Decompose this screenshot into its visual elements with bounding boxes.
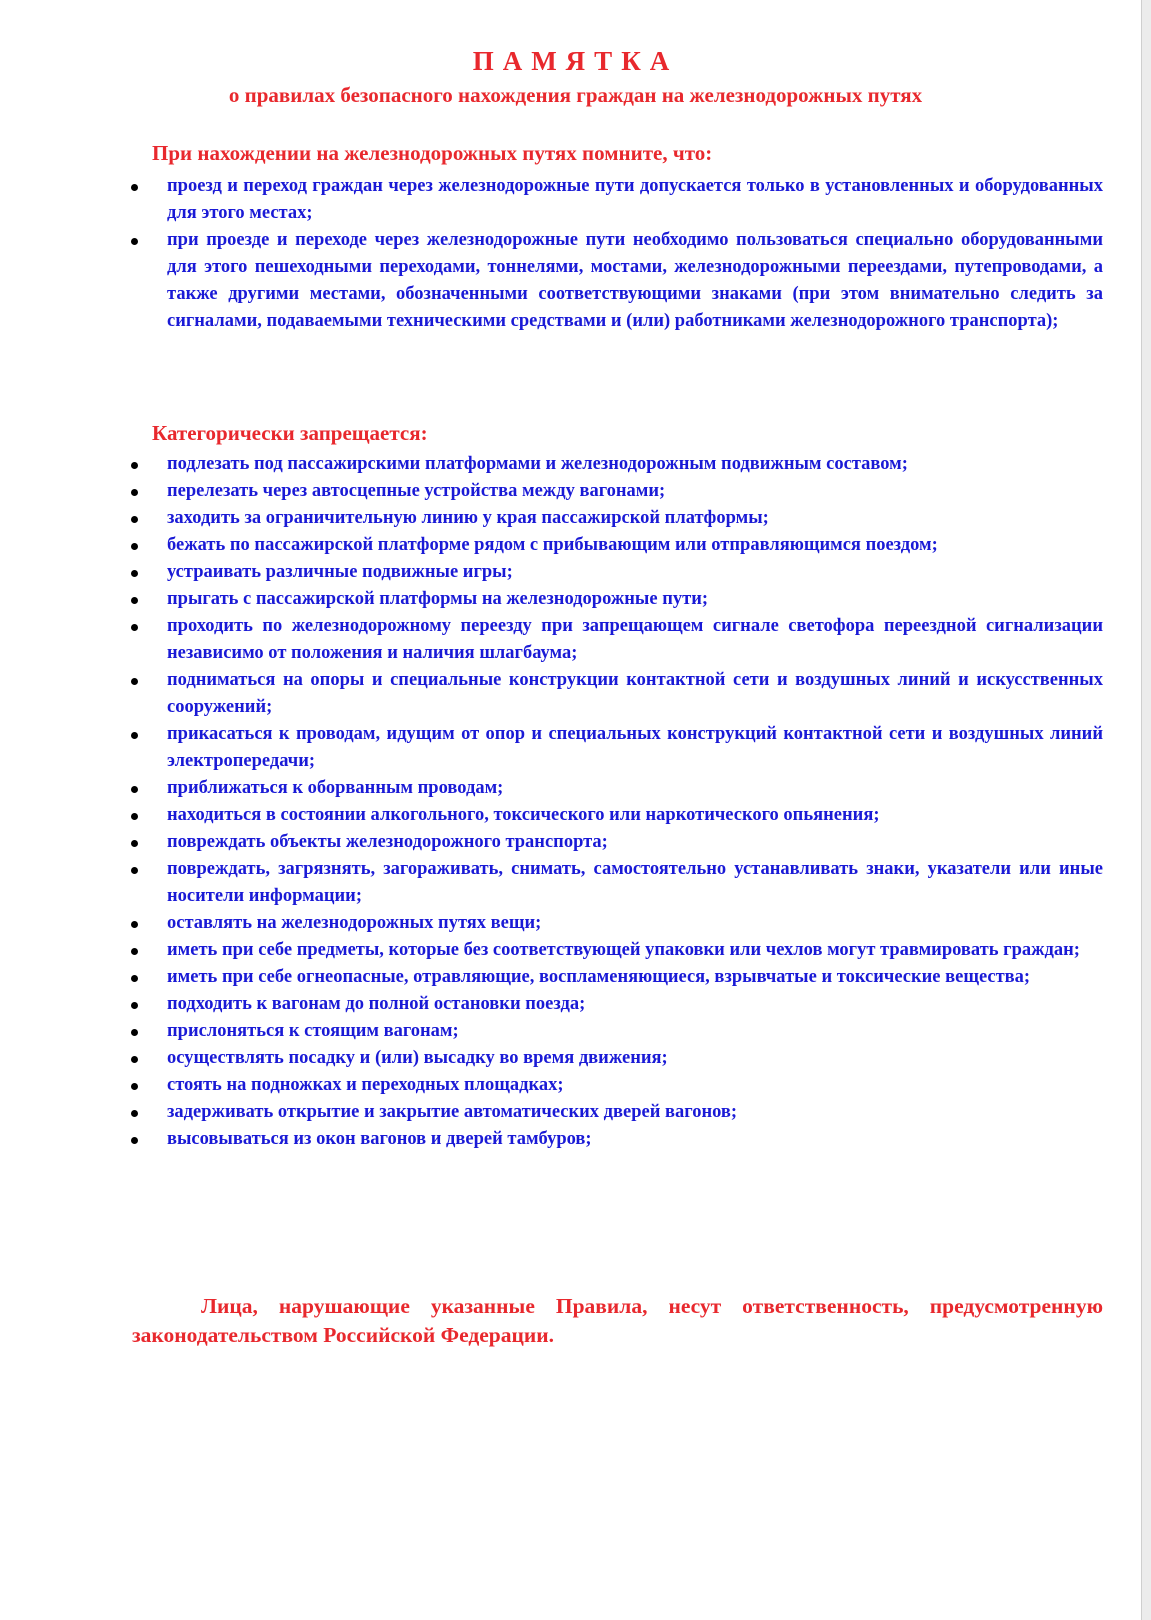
list-item-text: заходить за ограничительную линию у края пассажирской платформы; <box>167 508 769 528</box>
list-item <box>0 613 1103 667</box>
list-item-text: при проезде и переходе через железнодорожные пути необходимо пользоваться специально оборудованными для этого пешеходными переходами, тоннелями, мостами, железнодорожными переездами, путепроводами, а также другими местами, обозначенными соответствующими знаками (при этом внимательно следить за сигналами, подаваемыми техническими средствами и (или) работниками железнодорожного транспорта); <box>167 230 1103 331</box>
list-item-text: проходить по железнодорожному переезду при запрещающем сигнале светофора переездной сигнализации независимо от положения и наличия шлагбаума; <box>167 616 1103 663</box>
bullet-icon <box>131 516 138 523</box>
list-item-text: подниматься на опоры и специальные конструкции контактной сети и воздушных линий и искусственных сооружений; <box>167 670 1103 717</box>
bullet-icon <box>131 543 138 550</box>
list-item-text: задерживать открытие и закрытие автоматических дверей вагонов; <box>167 1102 738 1122</box>
list-item <box>0 829 1103 856</box>
list-item-text: находиться в состоянии алкогольного, токсического или наркотического опьянения; <box>167 805 880 825</box>
bullet-icon <box>131 1056 138 1063</box>
list-item-text: иметь при себе огнеопасные, отравляющие, воспламеняющиеся, взрывчатые и токсические вещества; <box>167 967 1031 987</box>
list-item <box>0 1126 1103 1153</box>
remember-list <box>0 173 1151 335</box>
list-item-text: устраивать различные подвижные игры; <box>167 562 513 582</box>
bullet-icon <box>131 1083 138 1090</box>
list-item <box>0 586 1103 613</box>
list-item-text: прыгать с пассажирской платформы на железнодорожные пути; <box>167 589 709 609</box>
bullet-icon <box>131 813 138 820</box>
page-edge <box>1141 0 1151 1620</box>
bullet-icon <box>131 597 138 604</box>
list-item <box>0 910 1103 937</box>
bullet-icon <box>131 786 138 793</box>
list-item-text: подлезать под пассажирскими платформами и железнодорожным подвижным составом; <box>167 454 908 474</box>
document-title: ПАМЯТКА <box>472 46 679 76</box>
bullet-icon <box>131 867 138 874</box>
bullet-icon <box>131 678 138 685</box>
list-item <box>0 964 1103 991</box>
bullet-icon <box>131 1137 138 1144</box>
bullet-icon <box>131 732 138 739</box>
document-subtitle: о правилах безопасного нахождения граждан на железнодорожных путях <box>228 83 923 107</box>
list-item <box>0 991 1103 1018</box>
list-item <box>0 478 1103 505</box>
liability-note: Лица, нарушающие указанные Правила, несут ответственность, предусмотренную законодательством Российской Федерации. <box>132 1294 1103 1347</box>
bullet-icon <box>131 1029 138 1036</box>
bullet-icon <box>131 238 138 245</box>
list-item <box>0 1045 1103 1072</box>
list-item <box>0 775 1103 802</box>
list-item-text: иметь при себе предметы, которые без соответствующей упаковки или чехлов могут травмировать граждан; <box>167 940 1080 960</box>
list-item <box>0 1099 1103 1126</box>
list-item-text: проезд и переход граждан через железнодорожные пути допускается только в установленных и оборудованных для этого местах; <box>167 176 1103 223</box>
list-item <box>0 227 1103 335</box>
list-item-text: высовываться из окон вагонов и дверей тамбуров; <box>167 1129 592 1149</box>
bullet-icon <box>131 570 138 577</box>
list-item <box>0 505 1103 532</box>
list-item <box>0 667 1103 721</box>
list-item <box>0 532 1103 559</box>
bullet-icon <box>131 489 138 496</box>
list-item-text: оставлять на железнодорожных путях вещи; <box>167 913 542 933</box>
list-item <box>0 1018 1103 1045</box>
list-item-text: перелезать через автосцепные устройства между вагонами; <box>167 481 666 501</box>
list-item <box>0 937 1103 964</box>
list-item-text: повреждать, загрязнять, загораживать, снимать, самостоятельно устанавливать знаки, указатели или иные носители информации; <box>167 859 1103 906</box>
bullet-icon <box>131 184 138 191</box>
list-item-text: повреждать объекты железнодорожного транспорта; <box>167 832 608 852</box>
prohibited-list <box>0 451 1151 1153</box>
section-heading-remember: При нахождении на железнодорожных путях помните, что: <box>152 141 713 165</box>
list-item-text: прикасаться к проводам, идущим от опор и специальных конструкций контактной сети и воздушных линий электропередачи; <box>167 724 1103 771</box>
bullet-icon <box>131 1110 138 1117</box>
list-item <box>0 451 1103 478</box>
section-heading-prohibited: Категорически запрещается: <box>152 421 428 445</box>
bullet-icon <box>131 921 138 928</box>
bullet-icon <box>131 975 138 982</box>
list-item <box>0 802 1103 829</box>
bullet-icon <box>131 948 138 955</box>
list-item-text: приближаться к оборванным проводам; <box>167 778 504 798</box>
list-item <box>0 559 1103 586</box>
list-item-text: осуществлять посадку и (или) высадку во время движения; <box>167 1048 668 1068</box>
bullet-icon <box>131 624 138 631</box>
list-item <box>0 173 1103 227</box>
list-item <box>0 1072 1103 1099</box>
list-item-text: подходить к вагонам до полной остановки поезда; <box>167 994 586 1014</box>
list-item <box>0 856 1103 910</box>
bullet-icon <box>131 462 138 469</box>
bullet-icon <box>131 1002 138 1009</box>
list-item-text: прислоняться к стоящим вагонам; <box>167 1021 459 1041</box>
list-item-text: стоять на подножках и переходных площадках; <box>167 1075 564 1095</box>
list-item-text: бежать по пассажирской платформе рядом с прибывающим или отправляющимся поездом; <box>167 535 938 555</box>
list-item <box>0 721 1103 775</box>
bullet-icon <box>131 840 138 847</box>
